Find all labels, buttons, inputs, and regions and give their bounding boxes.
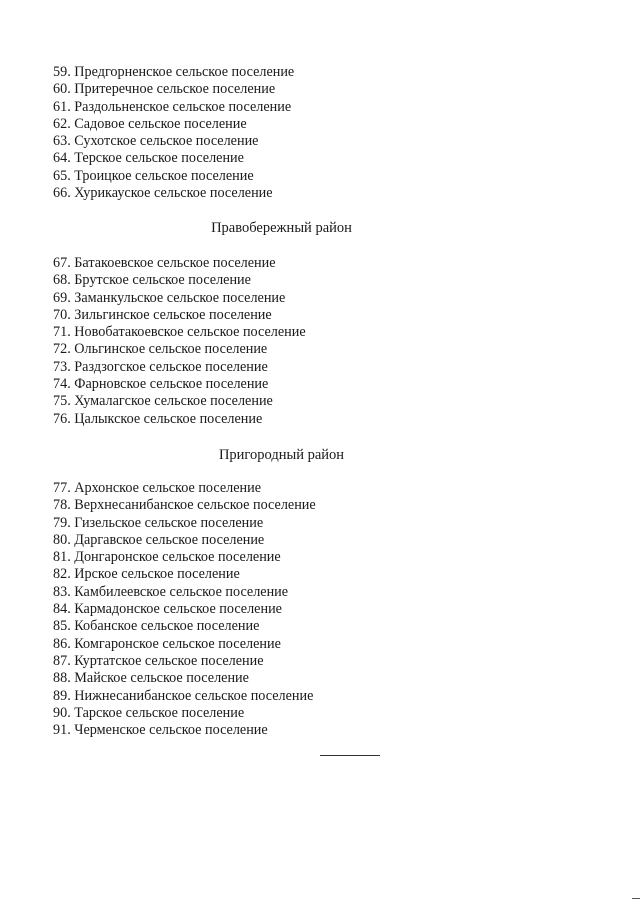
list-item: 91. Черменское сельское поселение <box>53 722 268 739</box>
list-item: 73. Раздзогское сельское поселение <box>53 358 268 375</box>
list-item: 72. Ольгинское сельское поселение <box>53 341 268 358</box>
list-item: 81. Донгаронское сельское поселение <box>53 549 281 566</box>
settlement-list-pravoberezhny <box>53 255 306 428</box>
list-item: 86. Комгаронское сельское поселение <box>53 635 281 652</box>
list-item: 79. Гизельское сельское поселение <box>53 514 264 531</box>
list-item: 90. Тарское сельское поселение <box>53 704 245 721</box>
list-item: 88. Майское сельское поселение <box>53 670 249 687</box>
list-item: 64. Терское сельское поселение <box>53 150 244 167</box>
list-item: 87. Куртатское сельское поселение <box>53 652 264 669</box>
list-item: 84. Кармадонское сельское поселение <box>53 601 282 618</box>
list-item: 60. Притеречное сельское поселение <box>53 81 276 98</box>
list-item: 78. Верхнесанибанское сельское поселение <box>53 497 316 514</box>
scan-edge-mark <box>632 898 640 899</box>
list-item: 70. Зильгинское сельское поселение <box>53 306 272 323</box>
list-item: 71. Новобатакоевское сельское поселение <box>53 324 306 341</box>
list-item: 83. Камбилеевское сельское поселение <box>53 583 289 600</box>
list-item: 59. Предгорненское сельское поселение <box>53 64 295 80</box>
list-item: 69. Заманкульское сельское поселение <box>53 289 286 306</box>
list-item: 80. Даргавское сельское поселение <box>53 531 265 548</box>
list-item: 75. Хумалагское сельское поселение <box>53 393 273 410</box>
list-item: 68. Брутское сельское поселение <box>53 272 251 289</box>
list-item: 65. Троицкое сельское поселение <box>53 167 254 184</box>
list-item: 74. Фарновское сельское поселение <box>53 376 269 393</box>
list-item: 66. Хурикауское сельское поселение <box>53 185 273 202</box>
list-item: 76. Цалыкское сельское поселение <box>53 410 263 427</box>
list-item: 82. Ирское сельское поселение <box>53 566 240 583</box>
section-heading-prigorodny: Пригородный район <box>218 447 345 463</box>
list-item: 77. Архонское сельское поселение <box>53 480 262 496</box>
list-item: 62. Садовое сельское поселение <box>53 115 247 132</box>
list-item: 63. Сухотское сельское поселение <box>53 133 259 150</box>
list-item: 89. Нижнесанибанское сельское поселение <box>53 687 314 704</box>
section-heading-pravoberezhny: Правобережный район <box>211 220 352 236</box>
list-item: 61. Раздольненское сельское поселение <box>53 98 292 115</box>
settlement-list-prigorodny <box>53 480 316 739</box>
end-of-document-line <box>320 755 380 756</box>
list-item: 67. Батакоевское сельское поселение <box>53 255 276 271</box>
settlement-list-continued <box>53 64 294 202</box>
list-item: 85. Кобанское сельское поселение <box>53 618 260 635</box>
